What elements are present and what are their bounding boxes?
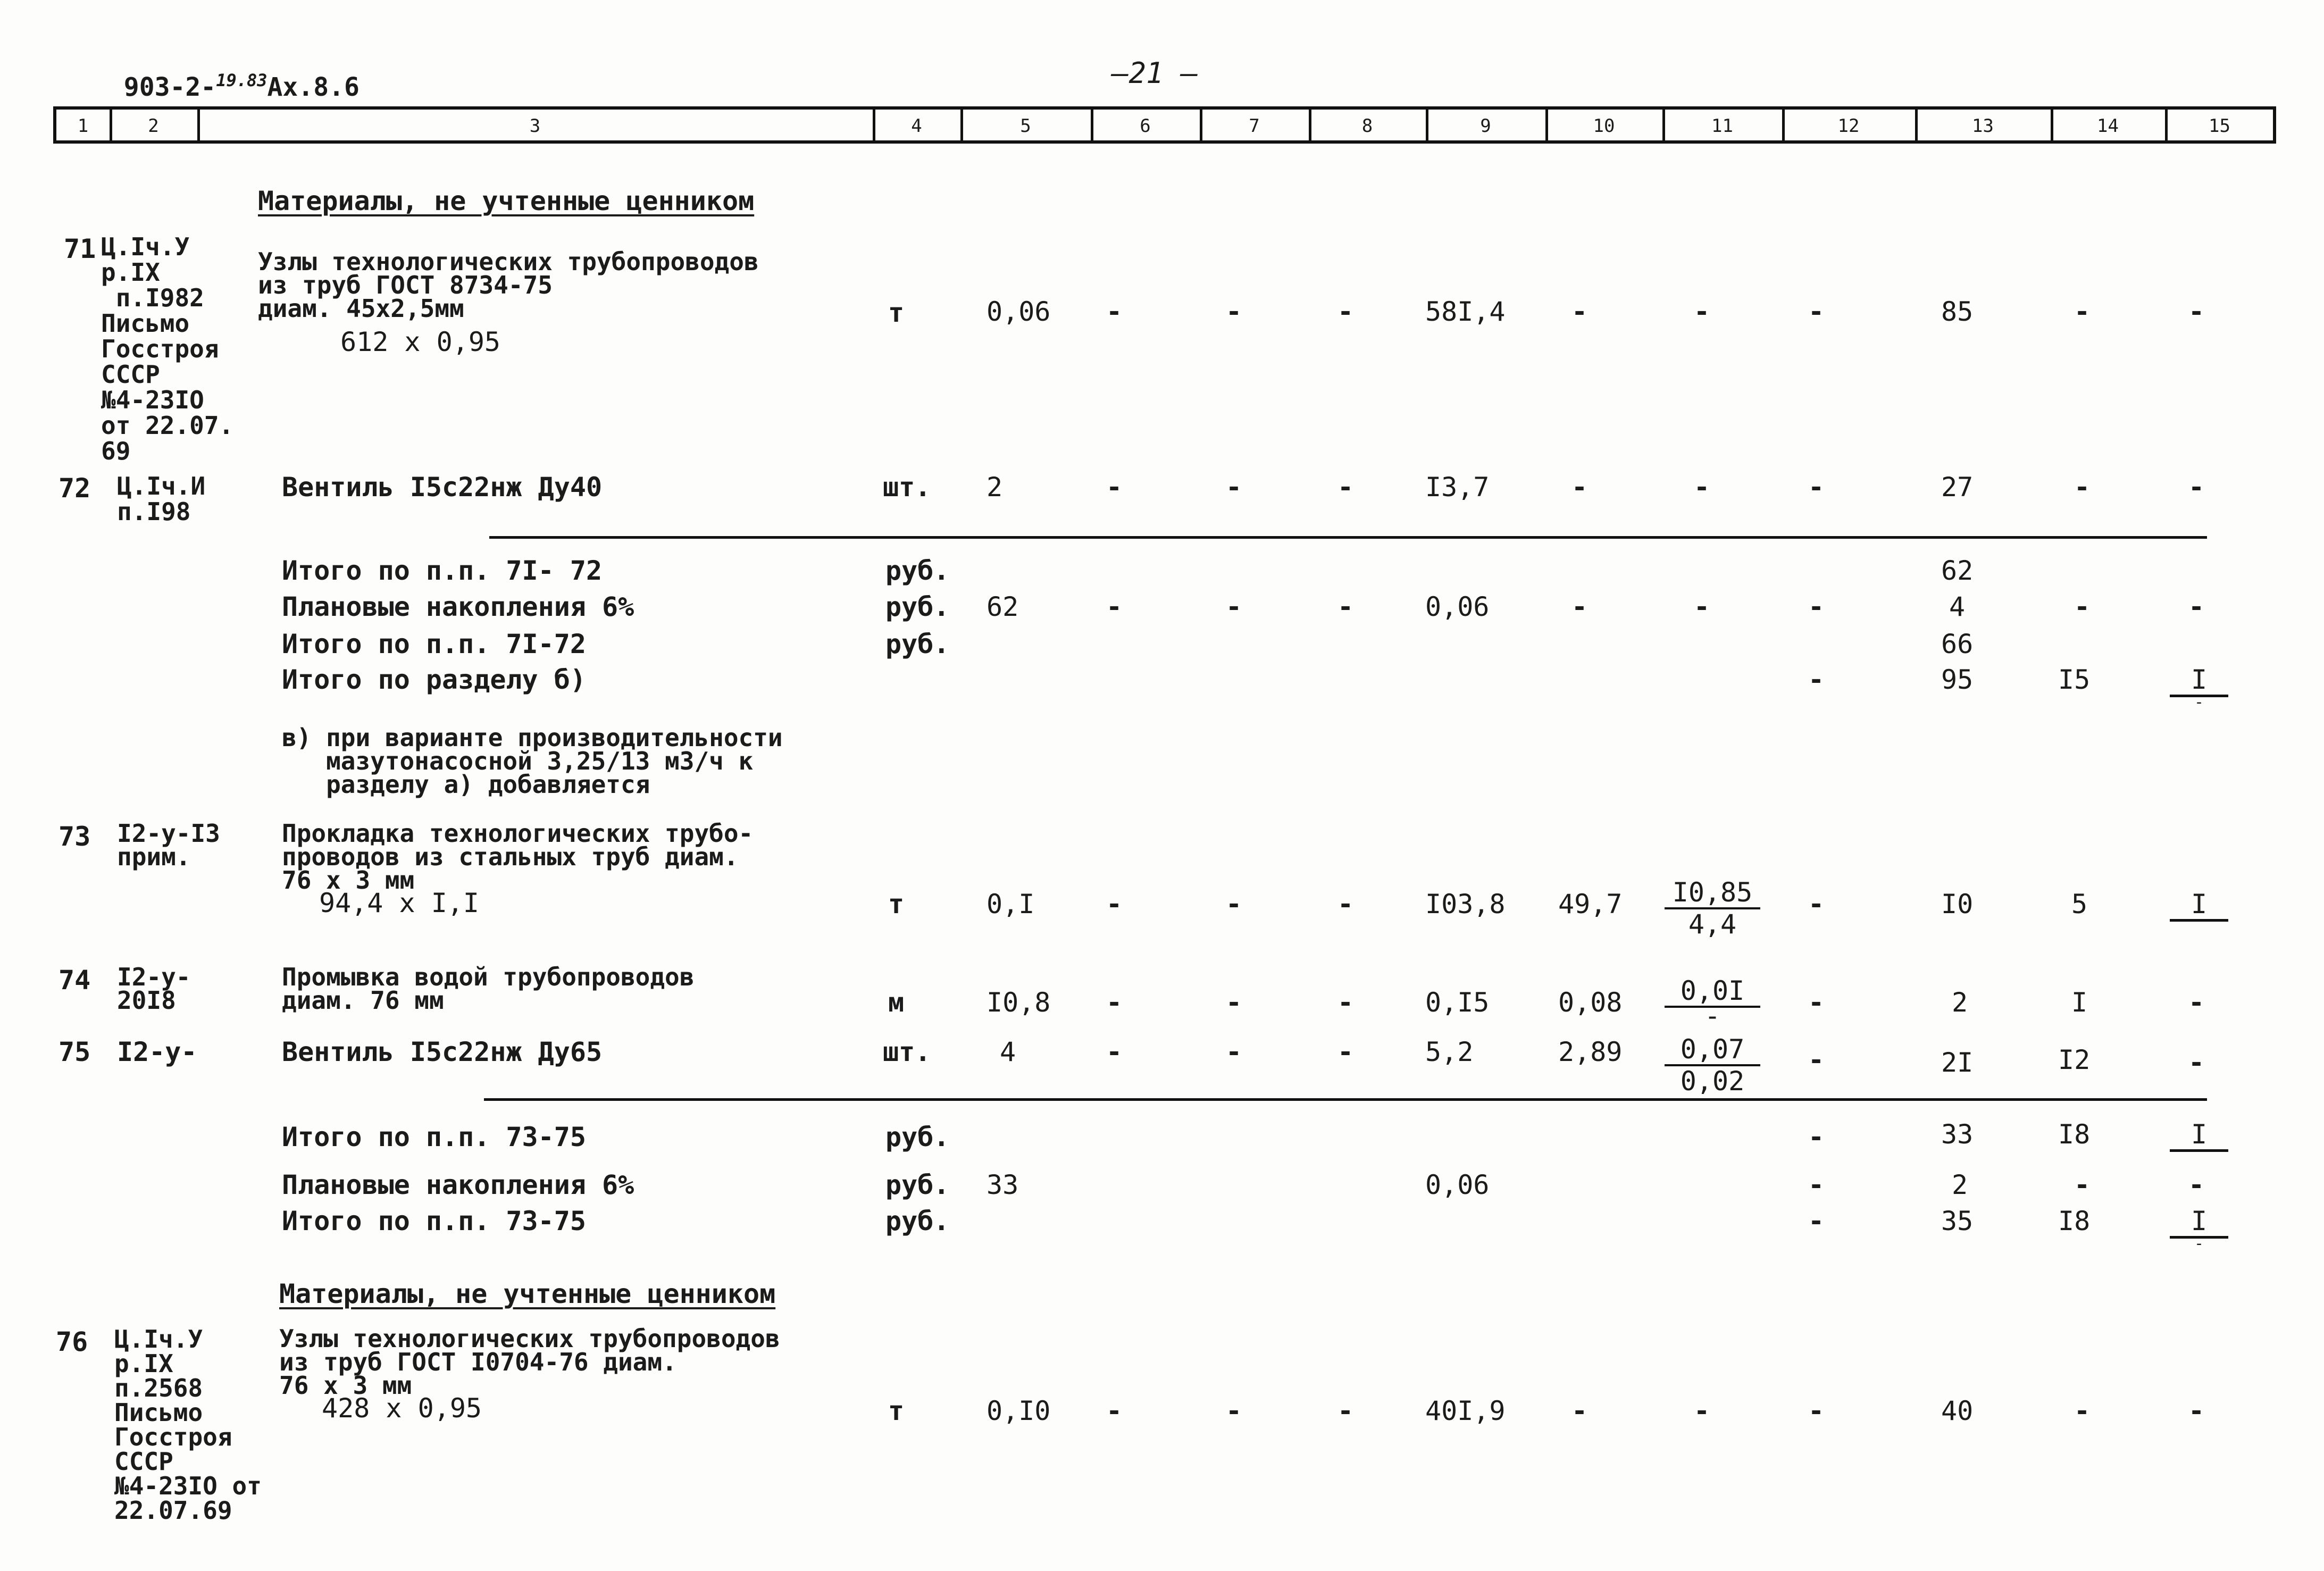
planned-savings-1-col12: - xyxy=(1808,591,1825,622)
row-74-col6: - xyxy=(1106,987,1123,1018)
col-header-11: 11 xyxy=(1711,115,1733,137)
row-71-reference: Ц.Iч.У p.IX п.I982 Письмо Госстроя СССР №4-23IO от 22.07. 69 xyxy=(101,232,234,465)
row-73-col13: I0 xyxy=(1941,889,1974,920)
subtotal-2-col14: I8 xyxy=(2058,1119,2091,1150)
row-71-col8: - xyxy=(1337,296,1354,327)
row-73-col10: 49,7 xyxy=(1558,889,1623,920)
row-74-number: 74 xyxy=(58,965,91,996)
planned-savings-1-col6: - xyxy=(1106,591,1123,622)
col-header-7: 7 xyxy=(1249,115,1260,137)
row-72-col7: - xyxy=(1225,472,1242,503)
row-74-unit: м xyxy=(888,987,905,1018)
total-2-col12: - xyxy=(1808,1206,1825,1236)
col-header-13: 13 xyxy=(1972,115,1994,137)
row-76-col5: 0,I0 xyxy=(987,1395,1051,1426)
planned-savings-1-col7: - xyxy=(1225,591,1242,622)
subtotal-2-unit: руб. xyxy=(885,1122,950,1152)
row-71-unit: т xyxy=(888,297,905,328)
row-71-calc: 612 х 0,95 xyxy=(340,327,501,357)
row-74-col14: I xyxy=(2071,987,2088,1018)
section-heading-materials-2: Материалы, не учтенные ценником xyxy=(279,1278,776,1309)
row-72-col13: 27 xyxy=(1941,472,1974,503)
row-71-description: Узлы технологических трубопроводов из труб ГОСТ 8734-75 диам. 45х2,5мм xyxy=(258,247,759,323)
row-76-calc: 428 х 0,95 xyxy=(322,1393,482,1424)
total-2-col14: I8 xyxy=(2058,1206,2091,1236)
row-73-col9: I03,8 xyxy=(1425,889,1506,920)
row-72-col9: I3,7 xyxy=(1425,472,1490,503)
planned-savings-2-col15: - xyxy=(2188,1169,2205,1200)
row-75-description: Вентиль I5с22нж Ду65 xyxy=(282,1037,603,1067)
row-76-col9: 40I,9 xyxy=(1425,1395,1506,1426)
subtotal-rule-2 xyxy=(484,1098,2207,1101)
row-72-col12: - xyxy=(1808,472,1825,503)
col-header-10: 10 xyxy=(1593,115,1615,137)
row-72-reference: Ц.Iч.И п.I98 xyxy=(117,472,206,526)
row-76-col12: - xyxy=(1808,1395,1825,1426)
planned-savings-1-col14: - xyxy=(2074,591,2091,622)
page-number: —21 — xyxy=(1111,56,1198,90)
row-75-col7: - xyxy=(1225,1037,1242,1067)
row-73-col12: - xyxy=(1808,889,1825,920)
row-75-col5: 4 xyxy=(1000,1037,1016,1067)
planned-savings-2-col12: - xyxy=(1808,1169,1825,1200)
col-header-6: 6 xyxy=(1140,115,1151,137)
planned-savings-1-col5: 62 xyxy=(987,591,1019,622)
subtotal-1-label: Итого по п.п. 7I- 72 xyxy=(282,555,603,586)
planned-savings-1-col8: - xyxy=(1337,591,1354,622)
total-1-unit: руб. xyxy=(885,629,950,659)
row-76-col7: - xyxy=(1225,1395,1242,1426)
row-74-col15: - xyxy=(2188,987,2205,1018)
row-73-col15: I xyxy=(2170,889,2228,932)
row-73-col6: - xyxy=(1106,889,1123,920)
row-73-calc: 94,4 х I,I xyxy=(319,888,480,918)
row-76-col8: - xyxy=(1337,1395,1354,1426)
subtotal-1-col13: 62 xyxy=(1941,555,1974,586)
total-1-label: Итого по п.п. 7I-72 xyxy=(282,629,586,659)
row-72-col10: - xyxy=(1571,472,1588,503)
total-2-col15: I - xyxy=(2170,1206,2228,1249)
row-75-col8: - xyxy=(1337,1037,1354,1067)
col-header-4: 4 xyxy=(911,115,922,137)
planned-savings-1-unit: руб. xyxy=(885,591,950,622)
section-total-col12: - xyxy=(1808,664,1825,695)
row-74-col11: 0,0I - xyxy=(1665,976,1760,1024)
row-72-number: 72 xyxy=(58,473,91,504)
col-header-8: 8 xyxy=(1361,115,1373,137)
row-72-col6: - xyxy=(1106,472,1123,503)
row-73-col8: - xyxy=(1337,889,1354,920)
code-suffix: Ах.8.6 xyxy=(267,72,360,102)
row-76-col6: - xyxy=(1106,1395,1123,1426)
row-71-number: 71 xyxy=(64,233,96,264)
section-total-label: Итого по разделу б) xyxy=(282,664,586,695)
row-75-col13: 2I xyxy=(1941,1047,1974,1078)
row-74-col7: - xyxy=(1225,987,1242,1018)
col-header-14: 14 xyxy=(2097,115,2119,137)
row-76-reference: Ц.Iч.У p.IX п.2568 Письмо Госстроя СССР №4-23IO от 22.07.69 xyxy=(114,1325,262,1525)
planned-savings-1-col11: - xyxy=(1693,591,1710,622)
row-74-reference: I2-у- 20I8 xyxy=(117,963,191,1015)
row-75-unit: шт. xyxy=(883,1037,931,1067)
col-header-3: 3 xyxy=(529,115,541,137)
row-74-col12: - xyxy=(1808,987,1825,1018)
row-72-col5: 2 xyxy=(987,472,1003,503)
row-75-number: 75 xyxy=(58,1037,91,1067)
subtotal-2-col15: I xyxy=(2170,1119,2228,1163)
planned-savings-1-col13: 4 xyxy=(1949,591,1966,622)
row-76-col10: - xyxy=(1571,1395,1588,1426)
row-72-description: Вентиль I5с22нж Ду40 xyxy=(282,472,603,503)
subtotal-1-unit: руб. xyxy=(885,555,950,586)
row-73-col11: $\frac{I0,85}{4,4}$ xyxy=(1665,878,1760,939)
row-71-col9: 58I,4 xyxy=(1425,296,1506,327)
row-76-col13: 40 xyxy=(1941,1395,1974,1426)
planned-savings-2-col13: 2 xyxy=(1952,1169,1968,1200)
total-2-unit: руб. xyxy=(885,1206,950,1236)
total-2-label: Итого по п.п. 73-75 xyxy=(282,1206,586,1236)
row-76-unit: т xyxy=(888,1395,905,1426)
row-74-col13: 2 xyxy=(1952,987,1968,1018)
row-73-col5: 0,I xyxy=(987,889,1035,920)
row-71-col5: 0,06 xyxy=(987,296,1051,327)
row-76-col14: - xyxy=(2074,1395,2091,1426)
planned-savings-1-col9: 0,06 xyxy=(1425,591,1490,622)
subtotal-2-col12: - xyxy=(1808,1122,1825,1152)
row-75-col9: 5,2 xyxy=(1425,1037,1474,1067)
subtotal-2-col13: 33 xyxy=(1941,1119,1974,1150)
row-75-reference: I2-у- xyxy=(117,1037,197,1067)
row-71-col15: - xyxy=(2188,296,2205,327)
row-72-col14: - xyxy=(2074,472,2091,503)
code-superscript: 19.83 xyxy=(216,70,267,90)
col-header-12: 12 xyxy=(1837,115,1860,137)
row-72-col15: - xyxy=(2188,472,2205,503)
planned-savings-1-col15: - xyxy=(2188,591,2205,622)
planned-savings-2-label: Плановые накопления 6% xyxy=(282,1169,634,1200)
planned-savings-1-label: Плановые накопления 6% xyxy=(282,591,634,622)
row-73-col7: - xyxy=(1225,889,1242,920)
column-header-strip xyxy=(53,106,2276,144)
row-72-unit: шт. xyxy=(883,472,931,503)
row-75-col12: - xyxy=(1808,1044,1825,1075)
row-75-col11: $\frac{0,07}{0,02}$ xyxy=(1665,1034,1760,1096)
row-71-col10: - xyxy=(1571,296,1588,327)
section-heading-materials: Материалы, не учтенные ценником xyxy=(258,186,755,216)
row-71-col11: - xyxy=(1693,296,1710,327)
row-71-col13: 85 xyxy=(1941,296,1974,327)
col-header-2: 2 xyxy=(148,115,159,137)
section-total-col13: 95 xyxy=(1941,664,1974,695)
planned-savings-2-col9: 0,06 xyxy=(1425,1169,1490,1200)
col-header-9: 9 xyxy=(1480,115,1491,137)
row-76-col11: - xyxy=(1693,1395,1710,1426)
row-71-col7: - xyxy=(1225,296,1242,327)
planned-savings-2-col14: - xyxy=(2074,1169,2091,1200)
row-73-description: Прокладка технологических трубо- проводов из стальных труб диам. 76 х 3 мм xyxy=(282,819,754,895)
row-75-col14: I2 xyxy=(2058,1044,2091,1075)
row-72-col8: - xyxy=(1337,472,1354,503)
row-73-col14: 5 xyxy=(2071,889,2088,920)
total-1-col13: 66 xyxy=(1941,629,1974,659)
row-74-col8: - xyxy=(1337,987,1354,1018)
col-header-1: 1 xyxy=(77,115,89,137)
col-header-5: 5 xyxy=(1020,115,1031,137)
subtotal-2-label: Итого по п.п. 73-75 xyxy=(282,1122,586,1152)
row-74-col10: 0,08 xyxy=(1558,987,1623,1018)
row-75-col6: - xyxy=(1106,1037,1123,1067)
planned-savings-2-col5: 33 xyxy=(987,1169,1019,1200)
row-74-description: Промывка водой трубопроводов диам. 76 мм xyxy=(282,963,695,1015)
planned-savings-1-col10: - xyxy=(1571,591,1588,622)
row-72-col11: - xyxy=(1693,472,1710,503)
row-73-unit: т xyxy=(888,889,905,920)
variant-note: в) при варианте производительности мазутонасосной 3,25/13 м3/ч к разделу а) добавляется xyxy=(282,723,783,799)
total-2-col13: 35 xyxy=(1941,1206,1974,1236)
row-71-col12: - xyxy=(1808,296,1825,327)
row-71-col14: - xyxy=(2074,296,2091,327)
document-code xyxy=(93,43,360,105)
row-76-col15: - xyxy=(2188,1395,2205,1426)
row-75-col15: - xyxy=(2188,1047,2205,1078)
section-total-col14: I5 xyxy=(2058,664,2091,695)
row-76-description: Узлы технологических трубопроводов из труб ГОСТ I0704-76 диам. 76 х 3 мм xyxy=(279,1324,780,1400)
row-74-col5: I0,8 xyxy=(987,987,1051,1018)
row-74-col9: 0,I5 xyxy=(1425,987,1490,1018)
row-73-number: 73 xyxy=(58,821,91,852)
row-75-col10: 2,89 xyxy=(1558,1037,1623,1067)
code-prefix: 903-2- xyxy=(123,72,216,102)
row-71-col6: - xyxy=(1106,296,1123,327)
row-73-reference: I2-у-I3 прим. xyxy=(117,819,220,871)
row-76-number: 76 xyxy=(56,1326,88,1357)
section-total-col15: I - xyxy=(2170,665,2228,708)
subtotal-rule-1 xyxy=(489,536,2207,539)
col-header-15: 15 xyxy=(2209,115,2230,137)
planned-savings-2-unit: руб. xyxy=(885,1169,950,1200)
